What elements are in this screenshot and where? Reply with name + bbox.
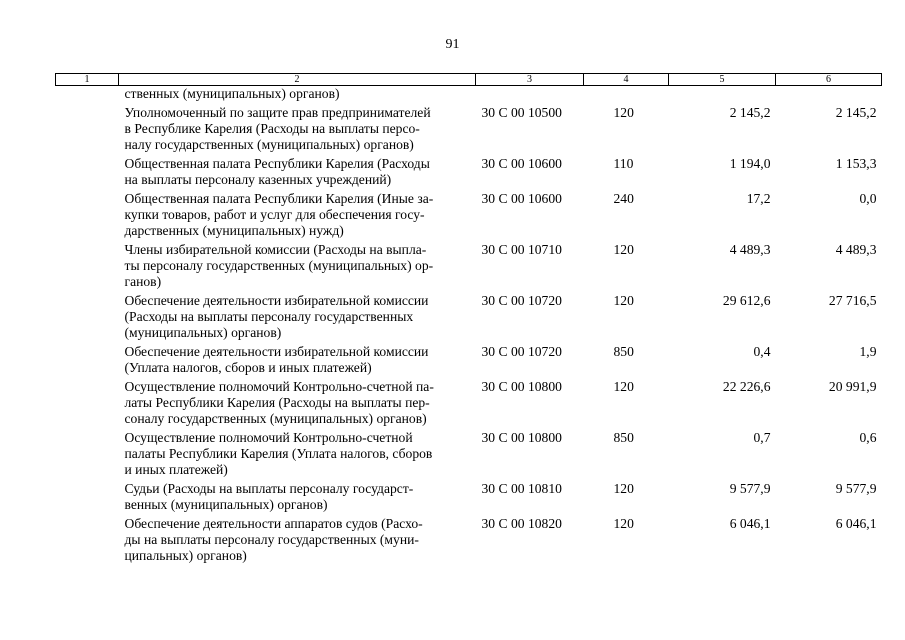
column-header-2: 2 bbox=[119, 74, 476, 86]
cell-expense-type: 120 bbox=[613, 242, 634, 257]
cell-expense-type: 850 bbox=[613, 344, 634, 359]
cell-expense-type: 120 bbox=[613, 379, 634, 394]
table-row bbox=[56, 239, 882, 290]
cell-target-code: 30 С 00 10820 bbox=[481, 516, 562, 531]
page-number: 91 bbox=[445, 37, 460, 52]
cell-description: Обеспечение деятельности избирательной комиссии (Уплата налогов, сборов и иных платежей) bbox=[124, 344, 429, 375]
cell-expense-type: 850 bbox=[613, 430, 634, 445]
cell-expense-type: 120 bbox=[613, 481, 634, 496]
cell-amount-col6: 9 577,9 bbox=[835, 481, 877, 496]
cell-target-code: 30 С 00 10500 bbox=[481, 105, 562, 120]
cell-amount-col6: 27 716,5 bbox=[828, 293, 877, 308]
table-row bbox=[56, 102, 882, 153]
cell-amount-col6: 0,0 bbox=[859, 191, 877, 206]
cell-amount-col6: 6 046,1 bbox=[835, 516, 877, 531]
cell-description: Судьи (Расходы на выплаты персоналу государст- венных (муниципальных) органов) bbox=[124, 481, 414, 512]
cell-amount-col6: 2 145,2 bbox=[835, 105, 877, 120]
table-row bbox=[56, 290, 882, 341]
cell-empty bbox=[56, 376, 119, 427]
cell-empty bbox=[56, 290, 119, 341]
cell-empty bbox=[56, 102, 119, 153]
table-row bbox=[56, 341, 882, 376]
cell-description: Общественная палата Республики Карелия (Иные за- купки товаров, работ и услуг для обеспечения госу- дарственных (муниципальных) нужд) bbox=[124, 191, 434, 238]
cell-amount-col6: 4 489,3 bbox=[835, 242, 877, 257]
budget-table bbox=[55, 73, 882, 564]
cell-expense-type: 120 bbox=[613, 293, 634, 308]
cell-empty bbox=[56, 341, 119, 376]
cell-description: Обеспечение деятельности аппаратов судов (Расхо- ды на выплаты персоналу государственных (муни- ципальных) органов) bbox=[124, 516, 423, 563]
cell-amount-col5: 9 577,9 bbox=[729, 481, 771, 496]
table-row bbox=[56, 478, 882, 513]
cell-empty bbox=[56, 239, 119, 290]
cell-amount-col5: 4 489,3 bbox=[729, 242, 771, 257]
cell-empty bbox=[56, 478, 119, 513]
cell-target-code: 30 С 00 10710 bbox=[481, 242, 562, 257]
cell-amount-col5: 29 612,6 bbox=[722, 293, 771, 308]
table-row bbox=[56, 153, 882, 188]
cell-expense-type: 110 bbox=[613, 156, 634, 171]
cell-expense-type: 240 bbox=[613, 191, 634, 206]
cell-description: Осуществление полномочий Контрольно-счетной па- латы Республики Карелия (Расходы на выплаты пер- соналу государственных (муниципальных) органов) bbox=[124, 379, 434, 426]
cell-amount-col6: 1 153,3 bbox=[835, 156, 877, 171]
cell-target-code: 30 С 00 10720 bbox=[481, 344, 562, 359]
column-header-1: 1 bbox=[56, 74, 119, 86]
cell-target-code: 30 С 00 10800 bbox=[481, 379, 562, 394]
cell-amount-col6: 20 991,9 bbox=[828, 379, 877, 394]
cell-amount-col5: 0,4 bbox=[753, 344, 771, 359]
cell-empty bbox=[56, 153, 119, 188]
cell-description: Общественная палата Республики Карелия (Расходы на выплаты персоналу казенных учреждений) bbox=[124, 156, 430, 187]
cell-amount-col5: 6 046,1 bbox=[729, 516, 771, 531]
cell-amount-col6: 1,9 bbox=[859, 344, 877, 359]
cell-target-code: 30 С 00 10720 bbox=[481, 293, 562, 308]
cell-amount-col5: 0,7 bbox=[753, 430, 771, 445]
cell-amount-col5: 2 145,2 bbox=[729, 105, 771, 120]
table-row bbox=[56, 376, 882, 427]
cell-target-code: 30 С 00 10810 bbox=[481, 481, 562, 496]
cell-description: Члены избирательной комиссии (Расходы на выпла- ты персоналу государственных (муниципальных) ор- ганов) bbox=[124, 242, 434, 289]
cell-amount-col5: 17,2 bbox=[746, 191, 771, 206]
cell-target-code: 30 С 00 10800 bbox=[481, 430, 562, 445]
cell-target-code: 30 С 00 10600 bbox=[481, 191, 562, 206]
column-header-6: 6 bbox=[776, 74, 882, 86]
cell-expense-type: 120 bbox=[613, 105, 634, 120]
column-header-3: 3 bbox=[476, 74, 584, 86]
cell-amount-col5: 1 194,0 bbox=[729, 156, 771, 171]
cell-amount-col6: 0,6 bbox=[859, 430, 877, 445]
cell-empty bbox=[56, 427, 119, 478]
cell-description: Обеспечение деятельности избирательной комиссии (Расходы на выплаты персоналу государственных (муниципальных) органов) bbox=[124, 293, 429, 340]
cell-amount-col5: 22 226,6 bbox=[722, 379, 771, 394]
cell-description: Уполномоченный по защите прав предпринимателей в Республике Карелия (Расходы на выплаты персо- налу государственных (муниципальных) органов) bbox=[124, 105, 431, 152]
table-row bbox=[56, 427, 882, 478]
column-header-4: 4 bbox=[584, 74, 669, 86]
cell-target-code: 30 С 00 10600 bbox=[481, 156, 562, 171]
table-row bbox=[56, 513, 882, 564]
continuation-row bbox=[56, 86, 882, 103]
cell-expense-type: 120 bbox=[613, 516, 634, 531]
cell-empty bbox=[56, 188, 119, 239]
cell-description: Осуществление полномочий Контрольно-счетной палаты Республики Карелия (Уплата налогов, сборов и иных платежей) bbox=[124, 430, 433, 477]
table-row bbox=[56, 188, 882, 239]
continuation-text: ственных (муниципальных) органов) bbox=[124, 86, 340, 101]
cell-empty bbox=[56, 513, 119, 564]
table-header-row bbox=[56, 74, 882, 86]
column-header-5: 5 bbox=[669, 74, 776, 86]
